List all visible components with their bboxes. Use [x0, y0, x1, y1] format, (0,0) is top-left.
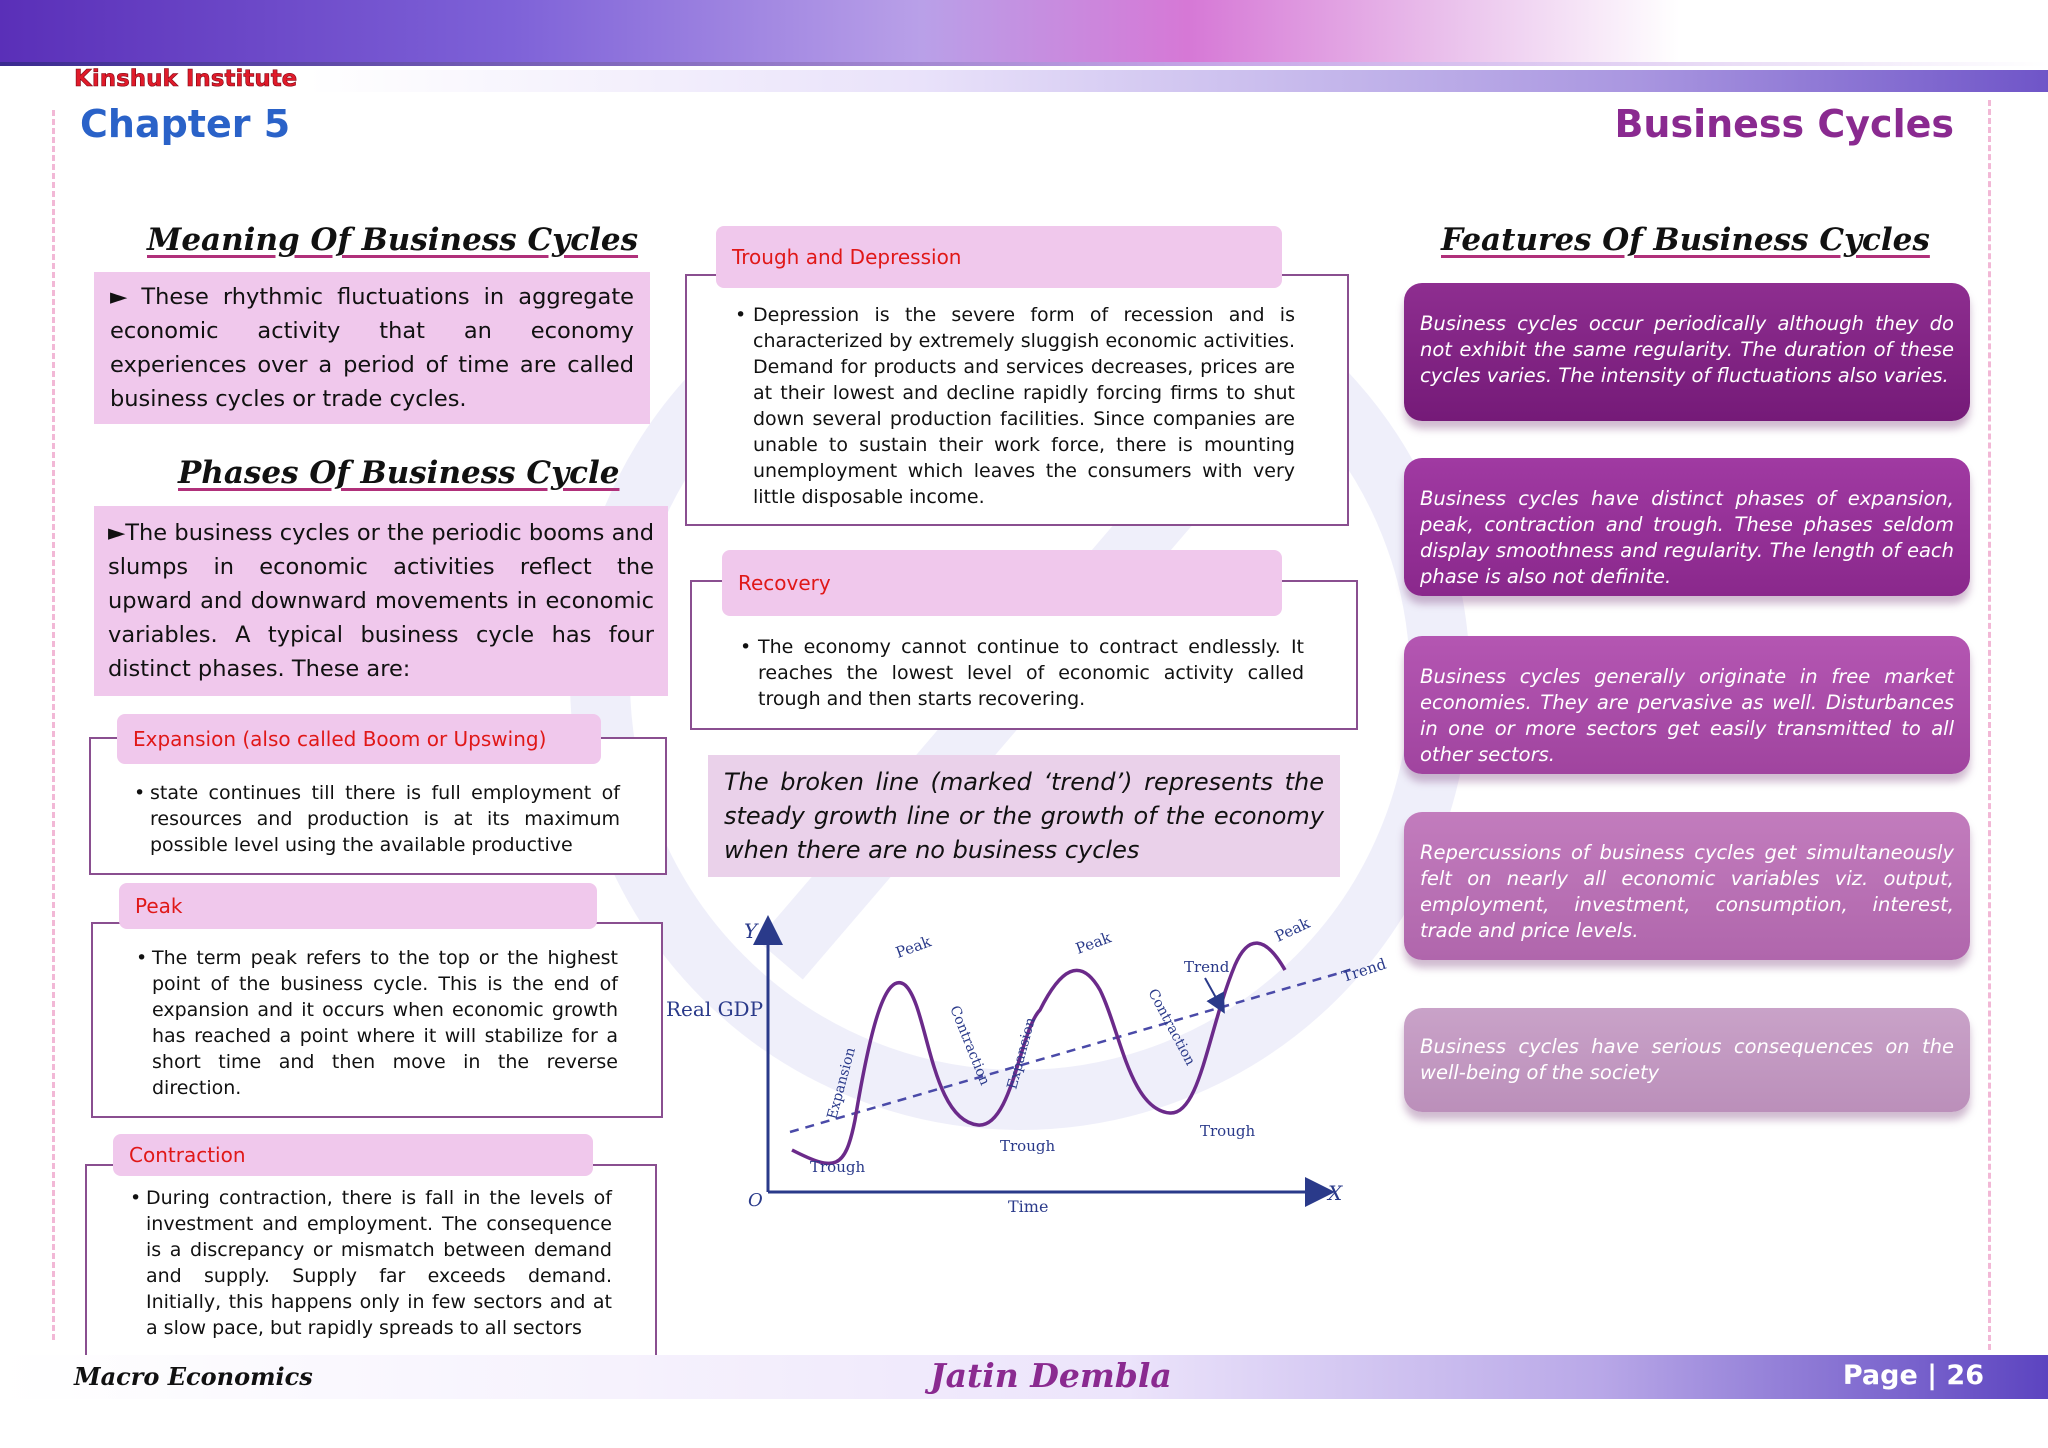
phases-heading: Phases Of Business Cycle	[178, 455, 620, 491]
business-cycle-graph	[660, 910, 1389, 1230]
footer-subject: Macro Economics	[74, 1362, 313, 1391]
peak-label: Peak	[1073, 928, 1114, 958]
feature-text: Business cycles occur periodically although they do not exhibit the same regularity. The duration of these cycles varies. The intensity of fluctuations also varies.	[1420, 312, 1954, 387]
trough-label: Trough	[810, 1158, 866, 1176]
contraction-tab: Contraction	[113, 1134, 593, 1176]
expansion-label: Expansion	[1004, 1015, 1039, 1092]
trend-line	[790, 970, 1350, 1132]
trend-label: Trend	[1184, 958, 1230, 976]
bullet-icon: •	[740, 636, 752, 658]
feature-card	[1404, 1008, 1970, 1112]
y-axis-title: Real GDP	[666, 997, 764, 1021]
page-title: Business Cycles	[1614, 102, 1954, 146]
feature-text: Business cycles generally originate in free market economies. They are pervasive as well. Disturbances in one or more sectors get easily transmitted to all other sectors.	[1420, 665, 1954, 766]
feature-text: Business cycles have distinct phases of expansion, peak, contraction and trough. These phases seldom display smoothness and regularity. The length of each phase is also not definite.	[1420, 487, 1954, 588]
trough-tab: Trough and Depression	[716, 226, 1282, 288]
recovery-tab: Recovery	[722, 550, 1282, 616]
trend-note: The broken line (marked ‘trend’) represents the steady growth line or the growth of the economy when there are no business cycles	[708, 755, 1340, 877]
bullet-icon: •	[136, 947, 148, 969]
contraction-label: Contraction	[1144, 986, 1199, 1069]
expansion-label: Expansion	[824, 1045, 859, 1122]
bullet-icon: •	[134, 782, 146, 804]
recovery-text-wrap	[740, 634, 1304, 712]
meaning-text: ► These rhythmic fluctuations in aggregate economic activity that an economy experiences over a period of time are called business cycles or trade cycles.	[110, 284, 634, 412]
peak-label: Peak	[893, 932, 934, 962]
institute-name: Kinshuk Institute	[74, 66, 298, 92]
feature-text: Repercussions of business cycles get simultaneously felt on nearly all economic variables viz. output, employment, investment, consumption, interest, trade and price levels.	[1420, 841, 1954, 942]
header-band	[0, 0, 2048, 62]
bullet-icon: •	[735, 304, 747, 326]
feature-text: Business cycles have serious consequences on the well-being of the society	[1420, 1035, 1954, 1084]
meaning-heading: Meaning Of Business Cycles	[147, 222, 639, 258]
trough-text-wrap	[735, 302, 1295, 510]
page-number: Page | 26	[1842, 1360, 1984, 1391]
expansion-tab: Expansion (also called Boom or Upswing)	[117, 714, 601, 764]
contraction-text: During contraction, there is fall in the levels of investment and employment. The consequence is a discrepancy or mismatch between demand and supply. Supply far exceeds demand. Initially, this happens only in few sectors and at a slow pace, but rapidly spreads to all sectors	[146, 1187, 612, 1339]
trough-text: Depression is the severe form of recession and is characterized by extremely sluggish economic activities. Demand for products and services decreases, prices are at their lowest and decline rapidly forcing firms to shut down several production facilities. Since companies are unable to sustain their work force, there is mounting unemployment which leaves the consumers with very little disposable income.	[753, 304, 1295, 508]
peak-text-wrap	[136, 945, 618, 1101]
trend-pointer	[1205, 978, 1220, 1005]
phases-text: ►The business cycles or the periodic booms and slumps in economic activities reflect the upward and downward movements in economic variables. A typical business cycle has four distinct phases. These are:	[108, 520, 654, 682]
recovery-text: The economy cannot continue to contract endlessly. It reaches the lowest level of economic activity called trough and then starts recovering.	[758, 636, 1304, 710]
meaning-box	[94, 272, 650, 424]
x-axis-title: Time	[1008, 1197, 1049, 1216]
expansion-text: state continues till there is full employment of resources and production is at its maximum possible level using the available productive	[150, 782, 620, 856]
feature-card	[1404, 458, 1970, 596]
bullet-icon: •	[130, 1187, 142, 1209]
chapter-label: Chapter 5	[80, 102, 291, 146]
contraction-label: Contraction	[946, 1003, 993, 1088]
footer-author: Jatin Dembla	[930, 1356, 1172, 1395]
trough-label: Trough	[1000, 1137, 1056, 1155]
right-dashed-border	[1988, 100, 1991, 1350]
origin-label: O	[748, 1190, 763, 1211]
trough-label: Trough	[1200, 1122, 1256, 1140]
peak-label: Peak	[1272, 913, 1313, 946]
expansion-text-wrap	[134, 780, 620, 858]
contraction-text-wrap	[130, 1185, 612, 1341]
feature-card	[1404, 283, 1970, 421]
feature-card	[1404, 636, 1970, 774]
features-heading: Features Of Business Cycles	[1441, 222, 1930, 258]
trend-label: Trend	[1339, 954, 1389, 986]
header-sub-band	[0, 70, 2048, 92]
feature-card	[1404, 812, 1970, 960]
left-dashed-border	[52, 110, 55, 1340]
y-axis-letter: Y	[744, 919, 758, 943]
peak-text: The term peak refers to the top or the highest point of the business cycle. This is the end of expansion and it occurs when economic growth has reached a point where it will stabilize for a short time and then move in the reverse direction.	[152, 947, 618, 1099]
phases-box	[94, 506, 668, 696]
header-band-line	[0, 62, 2048, 66]
peak-tab: Peak	[119, 883, 597, 929]
x-axis-letter: X	[1328, 1181, 1343, 1205]
